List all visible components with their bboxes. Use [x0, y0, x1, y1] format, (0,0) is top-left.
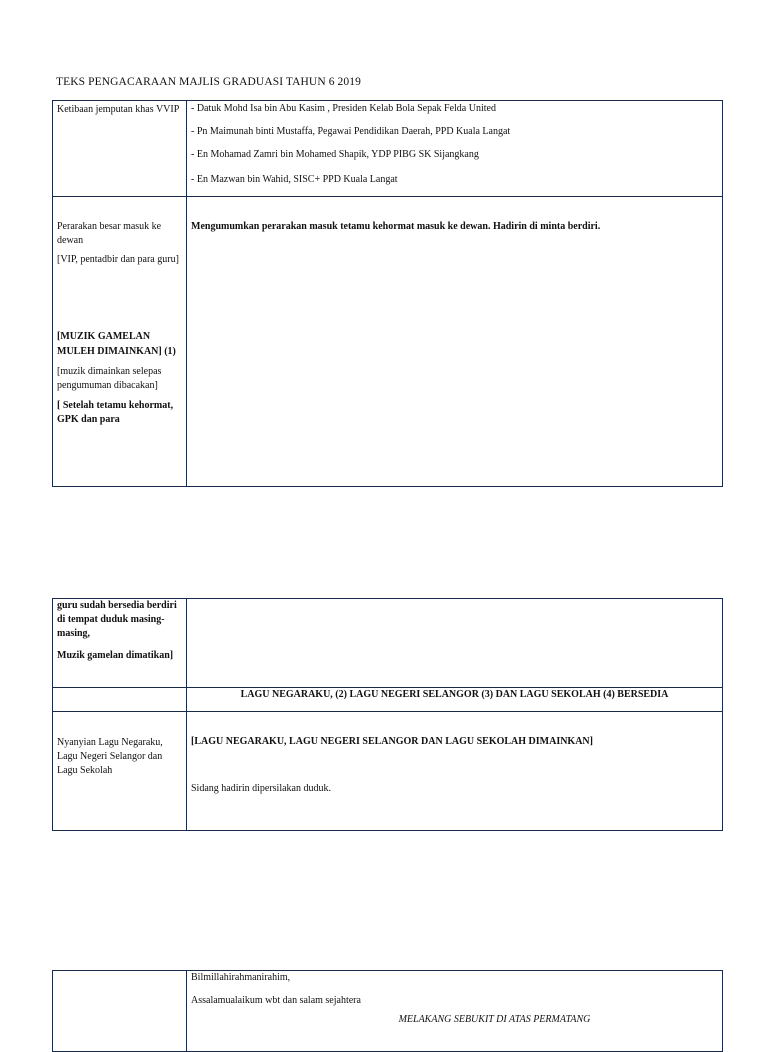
procession-announcement: Mengumumkan perarakan masuk tetamu kehormat masuk ke dewan. Hadirin di minta berdiri.	[191, 221, 601, 232]
table-cell-content	[187, 712, 723, 831]
music-note: [muzik dimainkan selepas pengumuman dibacakan]	[57, 366, 162, 391]
program-table-3	[52, 970, 723, 1052]
pantun-line: MELAKANG SEBUKIT DI ATAS PERMATANG	[398, 1014, 591, 1025]
table-cell-label	[53, 197, 187, 487]
table-cell-label	[53, 971, 187, 1052]
table-cell-content	[187, 599, 723, 688]
program-table-2	[52, 598, 723, 831]
guest-item: - En Mohamad Zamri bin Mohamed Shapik, YDP PIBG SK Sijangkang	[191, 149, 479, 160]
table-cell-content	[187, 197, 723, 487]
program-table-1	[52, 100, 723, 487]
greeting-line: Assalamualaikum wbt dan salam sejahtera	[191, 995, 361, 1006]
guests-ready-continued: guru sudah bersedia berdiri di tempat duduk masing-masing,	[57, 600, 177, 639]
anthem-singing-label: Nyanyian Lagu Negaraku, Lagu Negeri Selangor dan Lagu Sekolah	[57, 737, 163, 776]
anthem-ready-cue: LAGU NEGARAKU, (2) LAGU NEGERI SELANGOR (3) DAN LAGU SEKOLAH (4) BERSEDIA	[240, 689, 669, 700]
table-cell-content	[187, 971, 723, 1052]
audience-seated-line: Sidang hadirin dipersilakan duduk.	[191, 783, 331, 794]
procession-note: [VIP, pentadbir dan para guru]	[57, 254, 179, 265]
table-cell-label	[53, 688, 187, 712]
table-row	[53, 688, 723, 712]
table-row	[53, 197, 723, 487]
table-row	[53, 971, 723, 1052]
table-cell-label	[53, 712, 187, 831]
guest-item: - En Mazwan bin Wahid, SISC+ PPD Kuala Langat	[191, 174, 398, 185]
document-title: TEKS PENGACARAAN MAJLIS GRADUASI TAHUN 6 2019	[56, 76, 361, 88]
guest-item: - Datuk Mohd Isa bin Abu Kasim , Presiden Kelab Bola Sepak Felda United	[191, 103, 496, 114]
table-row	[53, 712, 723, 831]
gamelan-stop-cue: Muzik gamelan dimatikan]	[57, 650, 174, 661]
guests-ready-note: [ Setelah tetamu kehormat, GPK dan para	[57, 400, 174, 425]
opening-basmalah: Bilmillahirahmanirahim,	[191, 972, 291, 983]
gamelan-music-cue: [MUZIK GAMELAN MULEH DIMAINKAN] (1)	[57, 331, 176, 357]
table-cell-label	[53, 599, 187, 688]
table-cell-content	[187, 101, 723, 197]
anthems-played-cue: [LAGU NEGARAKU, LAGU NEGERI SELANGOR DAN LAGU SEKOLAH DIMAINKAN]	[191, 736, 593, 747]
table-cell-content	[187, 688, 723, 712]
vvip-arrival-label: Ketibaan jemputan khas VVIP	[57, 104, 180, 115]
table-cell-label	[53, 101, 187, 197]
table-row	[53, 101, 723, 197]
table-row	[53, 599, 723, 688]
procession-label: Perarakan besar masuk ke dewan	[57, 221, 162, 246]
guest-item: - Pn Maimunah binti Mustaffa, Pegawai Pendidikan Daerah, PPD Kuala Langat	[191, 126, 511, 137]
